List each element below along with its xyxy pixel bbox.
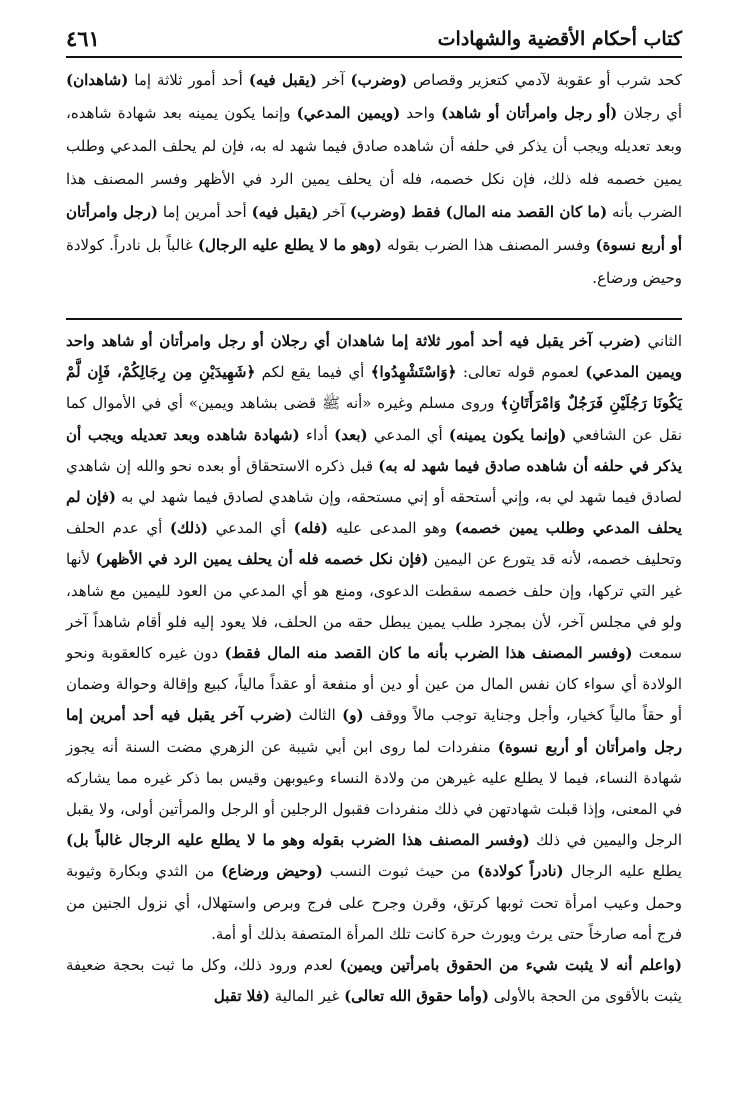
book-title: كتاب أحكام الأقضية والشهادات (437, 28, 682, 50)
bold-text-segment: (أو رجل وامرأتان أو شاهد) (441, 104, 618, 122)
text-segment: واحد (400, 104, 442, 122)
bold-text-segment: (بعد) (334, 425, 368, 444)
text-segment: وإنما يكون يمينه بعد شهادة شاهده، وبعد تعديله ويجب أن يذكر في حلفه أن شاهده صادق فيما شهد له به، فإن لم يحلف المدعي وطلب يمين خصمه فله ذلك، فإن نكل خصمه، فله أن يحلف يمين الرد في الأظهر وفسر المصنف هذا الضرب بأنه (66, 104, 682, 221)
bold-text-segment: (فلا تقبل (213, 987, 270, 1006)
text-segment: أي المدعي (367, 425, 449, 444)
section-divider (66, 318, 682, 320)
bold-text-segment: ﴿شَهِيدَيْنِ مِن رِجَالِكُمْ، فَإِن لَّمْ يَكُونَا رَجُلَيْنِ فَرَجُلٌ وَامْرَأَتَانِ﴾ (66, 363, 682, 413)
bold-text-segment: (فإن لم يحلف المدعي وطلب يمين خصمه) (66, 488, 682, 538)
text-segment: أي عدم الحلف وتحليف خصمه، لأنه قد يتورع عن اليمين (66, 519, 683, 569)
bold-text-segment: (شاهدان) (66, 71, 129, 89)
bold-text-segment: (يقبل فيه) (251, 203, 319, 221)
bold-text-segment: (ضرب آخر يقبل فيه أحد أمرين إما رجل وامرأتان أو أربع نسوة) (66, 706, 682, 756)
text-segment: غير المالية (270, 987, 345, 1006)
text-segment: وهو المدعى عليه (327, 519, 455, 538)
text-segment: أحد أمرين إما (157, 203, 252, 221)
text-segment: يطلع عليه الرجال (563, 862, 682, 881)
text-segment: لعموم قوله تعالى: (456, 363, 586, 382)
text-segment: أداء (299, 425, 335, 444)
text-segment: منفردات لما روى ابن أبي شيبة عن الزهري مضت السنة أنه يجوز شهادة النساء، فيما لا يطلع عليه غيرهن من ولادة النساء وعيوبهن وقيس بما ذكر غيره مما يشاركه في المعنى، وإذا قبلت شهادتهن في ذلك منفردات فقبول الرجلين أو الرجل والمرأتين أولى، ولا يقبل الرجل واليمين في ذلك (66, 737, 682, 850)
bold-text-segment: (ما كان القصد منه المال) فقط (411, 203, 608, 221)
bold-text-segment: (وإنما يكون يمينه) (448, 425, 567, 444)
text-segment: لعدم ورود ذلك، وكل ما ثبت بحجة ضعيفة يثبت بالأقوى من الحجة بالأولى (66, 956, 682, 1006)
matn-text (66, 64, 682, 295)
bold-text-segment: ﴿وَاسْتَشْهِدُوا﴾ (370, 363, 457, 382)
text-segment: كحد شرب أو عقوبة لآدمي كتعزير وقصاص (407, 71, 682, 89)
bold-text-segment: (وأما حقوق الله تعالى) (344, 987, 490, 1006)
page-number: ٤٦١ (66, 26, 100, 51)
text-segment: من الثدي وبكارة وثيوبة وحمل وعيب امرأة تحت ثوبها كرتق، وقرن وجرح على فرج وبرص واستهلال، أي نزول الجنين من فرج أمه صارخاً حتى يرث ويورث حرة كانت تلك المرأة المتصفة بذلك أو أمة. (66, 862, 682, 943)
text-segment: لأنها غير التي تركها، وإن حلف خصمه سقطت الدعوى، ومنع هو أي المدعي من العود لليمين مع شاهد، ولو في مجلس آخر، لأن بمجرد طلب يمين يبطل حقه من الحلف، فلا يعود إليه فلو أقام شاهداً آخر سمعت (66, 550, 682, 663)
bold-text-segment: (نادراً كولادة) (477, 862, 564, 881)
text-segment: غالباً بل نادراً. كولادة وحيض ورضاع. (66, 236, 682, 287)
text-segment: آخر (318, 203, 350, 221)
text-segment: آخر (316, 71, 351, 89)
bold-text-segment: (رجل وامرأتان أو أربع نسوة) (66, 203, 682, 254)
bold-text-segment: (فله) (293, 519, 328, 538)
bold-text-segment: (وضرب) (349, 203, 407, 221)
bold-text-segment: (ويمين المدعي) (296, 104, 401, 122)
sharh-paragraph-1 (66, 326, 682, 950)
text-segment: قبل ذكره الاستحقاق أو بعده نحو والله إن شاهدي لصادق فيما شهد لي به، وإني أستحقه أو إني مستحقه، وإن شاهدي لصادق فيما شهد لي به (66, 456, 682, 507)
matn-paragraph (66, 64, 682, 295)
text-segment: من حيث ثبوت النسب (322, 862, 478, 881)
text-segment: دون غيره كالعقوبة ونحو الولادة أي سواء كان نفس المال من عين أو دين أو منفعة أو عقداً مالياً، كبيع وإقالة وحوالة وضمان أو حقاً مالياً كخيار، وأجل وجناية توجب مالاً ووقف (66, 644, 683, 725)
bold-text-segment: (ضرب آخر يقبل فيه أحد أمور ثلاثة إما شاهدان أي رجلان أو رجل وامرأتان أو شاهد واحد ويمين المدعي) (66, 332, 682, 382)
text-segment: أحد أمور ثلاثة إما (128, 71, 249, 89)
bold-text-segment: (وفسر المصنف هذا الضرب بقوله وهو ما لا يطلع عليه الرجال غالباً بل) (66, 831, 530, 850)
text-segment: أي المدعي (207, 519, 294, 538)
sharh-text (66, 326, 682, 1012)
text-segment: وروى مسلم وغيره «أنه ﷺ قضى بشاهد ويمين» أي في الأموال كما نقل عن الشافعي (66, 394, 683, 444)
bold-text-segment: (وهو ما لا يطلع عليه الرجال) (197, 236, 382, 254)
bold-text-segment: (وحيض ورضاع) (221, 862, 323, 881)
text-segment: أي رجلان (617, 104, 682, 122)
page-header (66, 22, 682, 58)
bold-text-segment: (وضرب) (350, 71, 408, 89)
bold-text-segment: (ذلك) (169, 519, 208, 538)
text-segment: وفسر المصنف هذا الضرب بقوله (381, 236, 596, 254)
bold-text-segment: (شهادة شاهده وبعد تعديله ويجب أن يذكر في حلفه أن شاهده صادق فيما شهد له به) (66, 425, 682, 475)
text-segment: الثاني (641, 332, 683, 350)
bold-text-segment: (فإن نكل خصمه فله أن يحلف يمين الرد في الأظهر) (95, 550, 429, 569)
bold-text-segment: (وفسر المصنف هذا الضرب بأنه ما كان القصد منه المال فقط) (224, 644, 633, 663)
text-segment: الثالث (292, 706, 343, 725)
sharh-paragraph-2 (66, 950, 682, 1012)
text-segment: أي فيما يقع لكم (255, 363, 371, 382)
bold-text-segment: (واعلم أنه لا يثبت شيء من الحقوق بامرأتين ويمين) (339, 956, 682, 975)
bold-text-segment: (و) (342, 706, 364, 725)
bold-text-segment: (يقبل فيه) (248, 71, 317, 89)
